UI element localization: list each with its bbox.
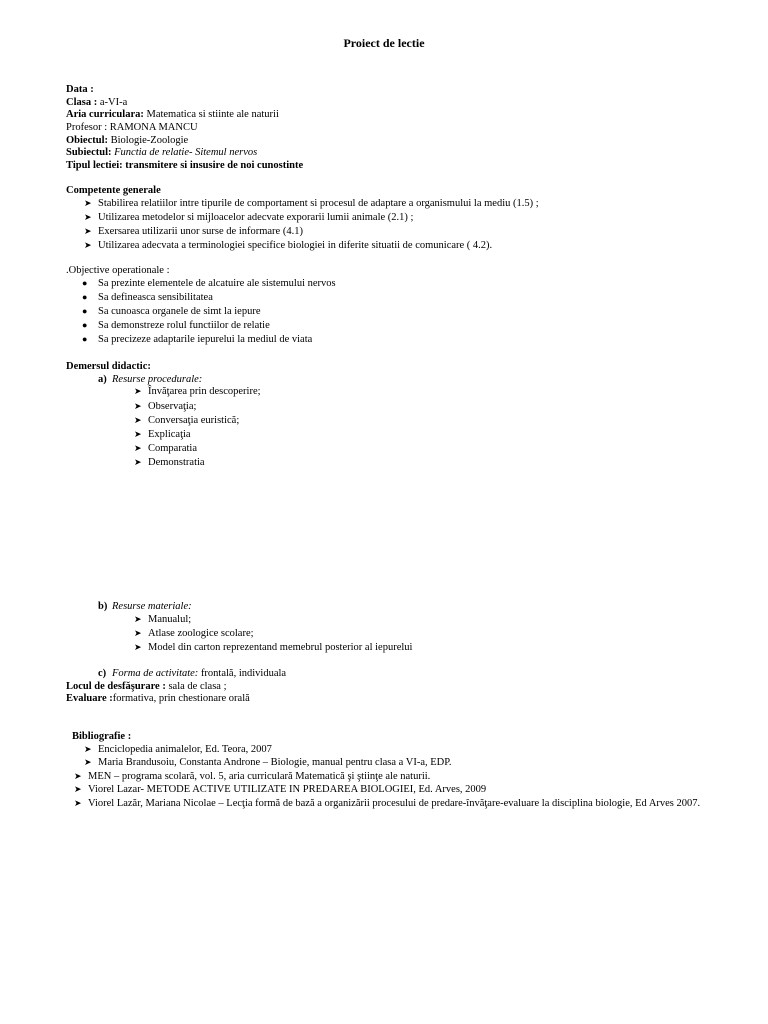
arrow-bullet-icon: ➤ — [134, 642, 142, 653]
list-item: ➤ Conversaţia euristică; — [134, 414, 240, 426]
tipul-lectiei: Tipul lectiei: transmitere si insusire de noi cunostinte — [66, 160, 304, 172]
competente-heading: Competente generale — [66, 185, 161, 196]
list-item: ● Sa defineasca sensibilitatea — [82, 291, 213, 303]
data-label: Data : — [66, 84, 94, 95]
list-item: ➤ Manualul; — [134, 613, 192, 625]
arrow-bullet-icon: ➤ — [84, 226, 92, 237]
clasa-label: Clasa : — [66, 96, 98, 108]
arrow-bullet-icon: ➤ — [134, 428, 142, 439]
resurse-procedurale-list — [134, 386, 746, 471]
locul-value: sala de clasa ; — [165, 680, 227, 692]
forma-activitate-section — [66, 668, 746, 706]
aria-row — [66, 109, 746, 122]
document-title: Proiect de lectie — [343, 36, 425, 50]
header-info — [66, 84, 746, 173]
list-item: ➤ Model din carton reprezentand memebrul posterior al iepurelui — [134, 642, 413, 654]
subiectul-label: Subiectul: — [66, 147, 112, 159]
subiectul-row — [66, 147, 746, 160]
bullet-icon: ● — [82, 334, 88, 345]
arrow-bullet-icon: ➤ — [134, 386, 142, 397]
evaluare-label: Evaluare : — [66, 693, 113, 705]
arrow-bullet-icon: ➤ — [74, 798, 82, 809]
aria-label: Aria curriculara: — [66, 109, 144, 121]
competente-list — [84, 197, 746, 255]
resurse-procedurale-label: Resurse procedurale: — [112, 373, 203, 385]
forma-activitate-row: c) Forma de activitate: frontală, individuala — [98, 668, 287, 679]
profesor-row — [66, 122, 746, 135]
arrow-bullet-icon: ➤ — [134, 627, 142, 638]
list-item: ➤ Utilizarea metodelor si mijloacelor adecvate exporarii lumii animale (2.1) ; — [84, 211, 414, 223]
arrow-bullet-icon: ➤ — [134, 400, 142, 411]
bullet-icon: ● — [82, 277, 88, 288]
obiective-list — [82, 277, 746, 349]
list-item: ➤ Maria Brandusoiu, Constanta Androne – Biologie, manual pentru clasa a VI-a, EDP. — [84, 757, 452, 769]
list-item: ➤ Enciclopedia animalelor, Ed. Teora, 2007 — [84, 743, 272, 755]
evaluare-row — [66, 693, 746, 706]
bibliografie-list — [74, 743, 722, 811]
arrow-bullet-icon: ➤ — [134, 443, 142, 454]
evaluare-value: formativa, prin chestionare orală — [112, 693, 250, 705]
resurse-materiale-section — [66, 601, 746, 656]
list-item: ➤ Observaţia; — [134, 400, 197, 412]
subiectul-value: Functia de relatie- Sitemul nervos — [111, 147, 258, 159]
list-item: ➤ Comparatia — [134, 443, 197, 455]
arrow-bullet-icon: ➤ — [84, 211, 92, 222]
bullet-icon: ● — [82, 306, 88, 317]
obiectul-label: Obiectul: — [66, 134, 108, 146]
arrow-bullet-icon: ➤ — [74, 770, 82, 781]
list-item: ➤ Demonstratia — [134, 457, 205, 469]
clasa-row — [66, 97, 746, 110]
arrow-bullet-icon: ➤ — [84, 240, 92, 251]
list-item: ➤ Viorel Lazar- METODE ACTIVE UTILIZATE IN PREDAREA BIOLOGIEI, Ed. Arves, 2009 — [74, 784, 487, 796]
demersul-section — [66, 361, 746, 472]
obiective-heading: .Objective operationale : — [66, 265, 170, 276]
bibliografie-heading: Bibliografie : — [72, 731, 132, 742]
obiectul-row — [66, 135, 746, 148]
resurse-materiale-label: Resurse materiale: — [112, 601, 192, 612]
resurse-procedurale-row: a) Resurse procedurale: — [98, 373, 203, 385]
list-item: ➤ Exersarea utilizarii unor surse de informare (4.1) — [84, 226, 303, 238]
list-item: ➤ Utilizarea adecvata a terminologiei specifice biologiei in diferite situatii de comunicare ( 4.2). — [84, 240, 493, 252]
list-item: ➤ MEN – programa scolară, vol. 5, aria curriculară Matematică şi ştiinţe ale naturii. — [74, 770, 431, 782]
locul-row — [66, 681, 746, 694]
list-item: ➤ Explicaţia — [134, 428, 191, 440]
profesor-value: RAMONA MANCU — [109, 122, 198, 134]
bullet-icon: ● — [82, 320, 88, 331]
demersul-heading: Demersul didactic: — [66, 361, 151, 372]
list-item: ➤ Stabilirea relatiilor intre tipurile de comportament si procesul de adaptare a organismului la mediu (1.5) ; — [84, 197, 539, 209]
clasa-value: a-VI-a — [97, 96, 128, 108]
list-item: ● Sa cunoasca organele de simt la iepure — [82, 306, 261, 318]
resurse-materiale-list — [134, 613, 746, 657]
arrow-bullet-icon: ➤ — [84, 757, 92, 768]
list-item: ➤ Învăţarea prin descoperire; — [134, 386, 261, 398]
bullet-icon: ● — [82, 291, 88, 302]
locul-label: Locul de desfăşurare : — [66, 680, 166, 692]
arrow-bullet-icon: ➤ — [134, 613, 142, 624]
bibliografie-section — [72, 731, 722, 812]
forma-activitate-label: Forma de activitate: — [112, 668, 199, 679]
list-item: ● Sa demonstreze rolul functiilor de relatie — [82, 320, 270, 332]
arrow-bullet-icon: ➤ — [134, 457, 142, 468]
arrow-bullet-icon: ➤ — [74, 784, 82, 795]
list-item: ● Sa precizeze adaptarile iepurelui la mediul de viata — [82, 334, 313, 346]
obiective-section — [66, 265, 746, 349]
profesor-label: Profesor : — [66, 122, 110, 134]
competente-section — [66, 185, 746, 254]
list-item: ➤ Atlase zoologice scolare; — [134, 627, 254, 639]
obiectul-value: Biologie-Zoologie — [108, 134, 189, 146]
list-item: ➤ Viorel Lazăr, Mariana Nicolae – Lecţia formă de bază a organizării procesului de predare-învăţare-evaluare la disciplina biologie, Ed Arves 2007. — [74, 798, 701, 810]
resurse-materiale-row: b) Resurse materiale: — [98, 601, 192, 612]
aria-value: Matematica si stiinte ale naturii — [143, 109, 279, 121]
arrow-bullet-icon: ➤ — [84, 197, 92, 208]
forma-activitate-value: frontală, individuala — [198, 668, 287, 679]
arrow-bullet-icon: ➤ — [134, 414, 142, 425]
arrow-bullet-icon: ➤ — [84, 743, 92, 754]
list-item: ● Sa prezinte elementele de alcatuire ale sistemului nervos — [82, 277, 336, 289]
